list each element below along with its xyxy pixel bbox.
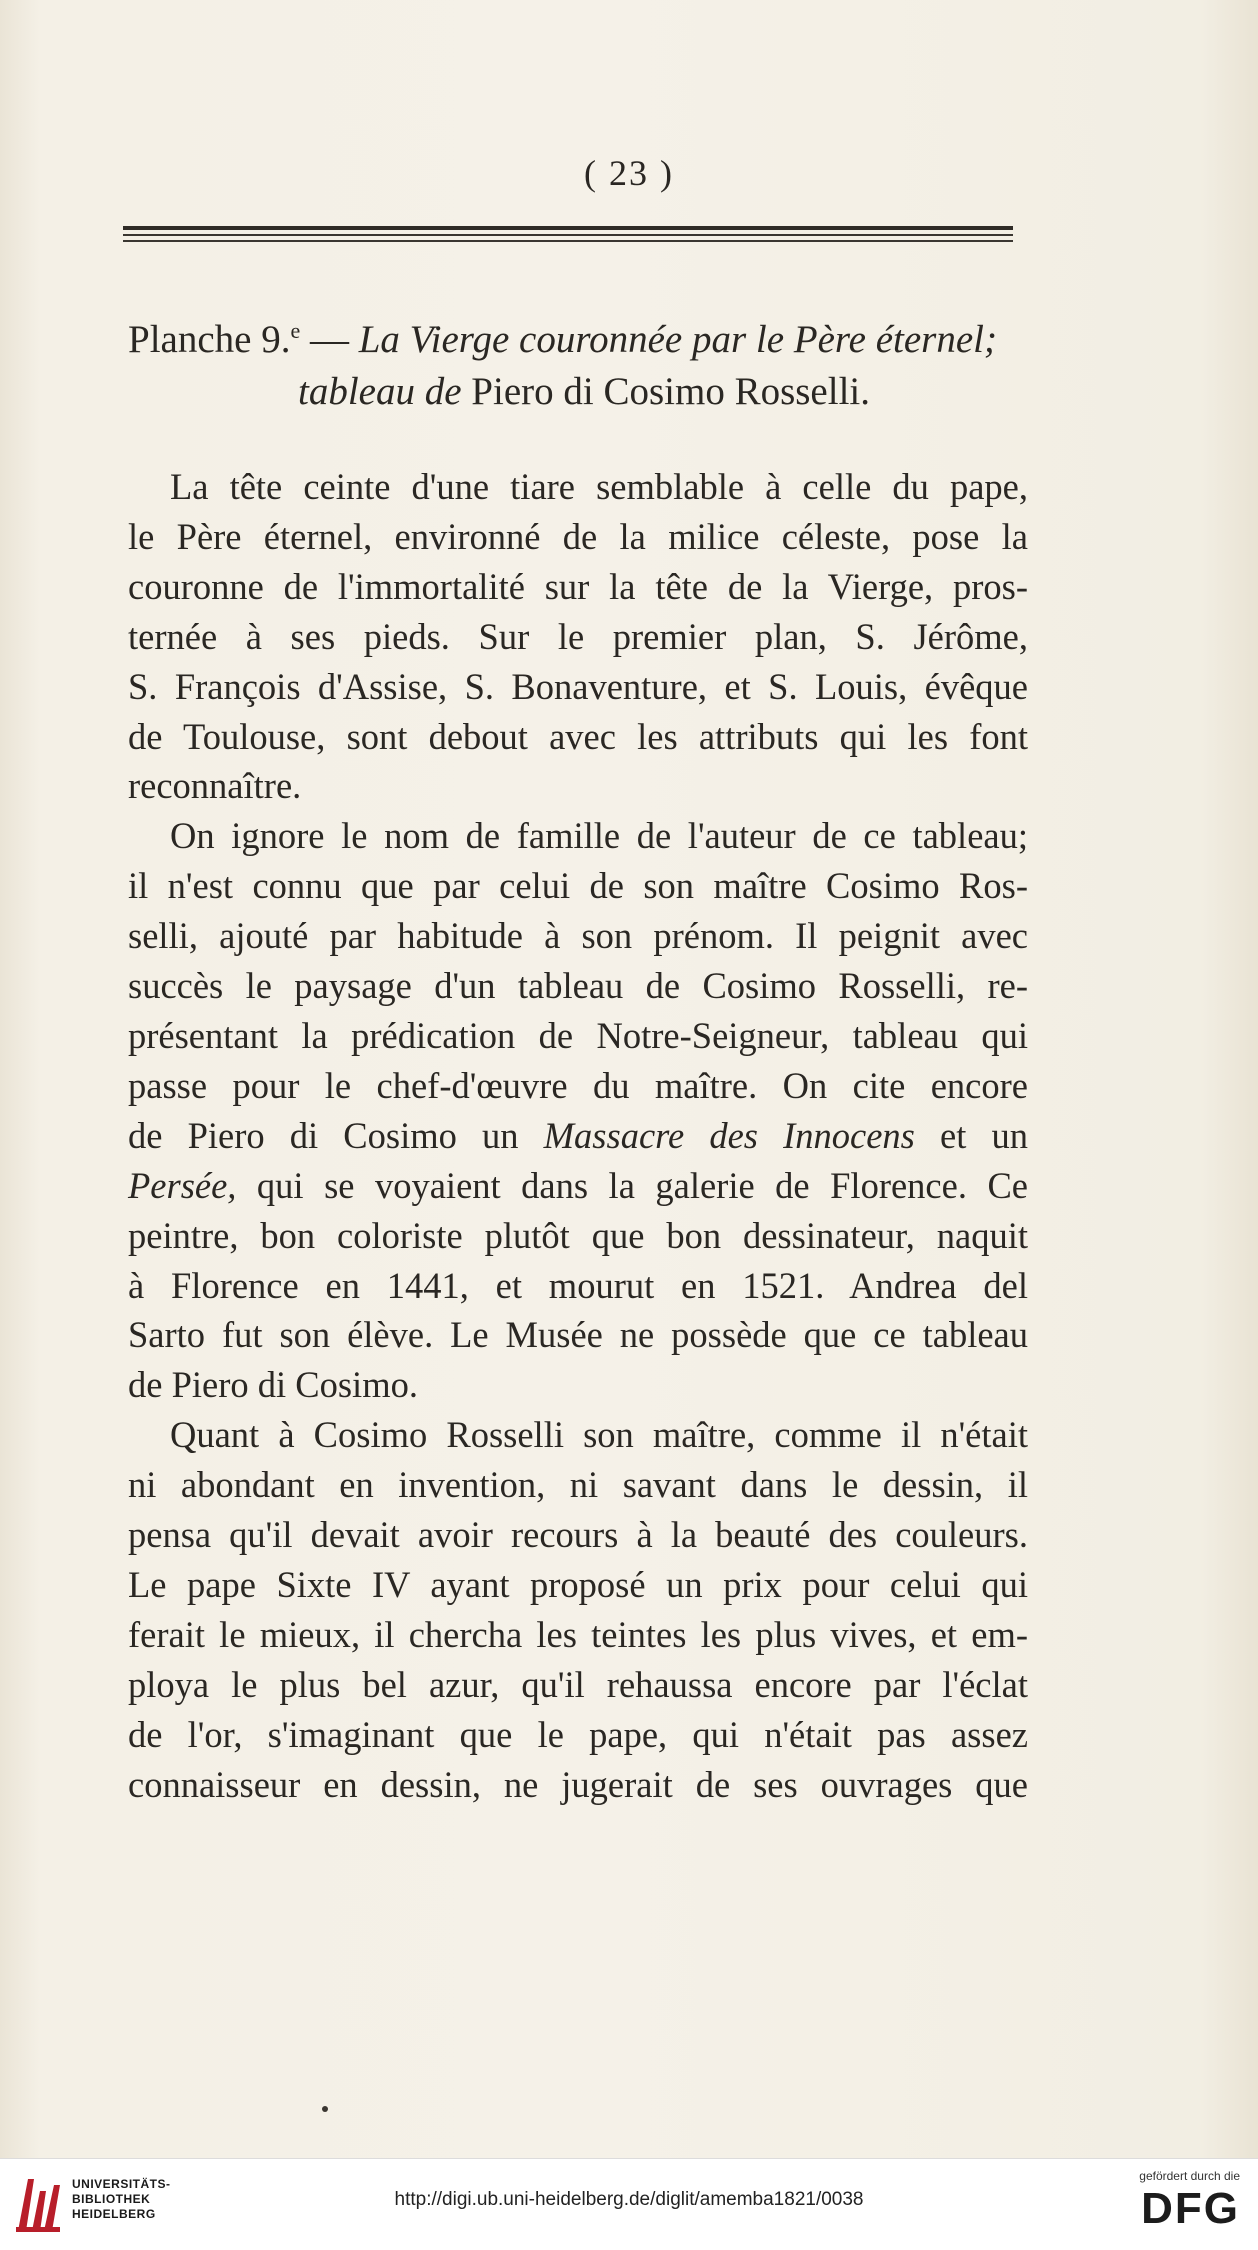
text-line: Le pape Sixte IV ayant proposé un prix pour celui qui xyxy=(128,1563,1028,1605)
text-line: reconnaître. xyxy=(128,765,302,807)
text-line: il n'est connu que par celui de son maître Cosimo Ros- xyxy=(128,865,1028,907)
text-line: de l'or, s'imaginant que le pape, qui n'était pas assez xyxy=(128,1713,1028,1755)
ink-dot xyxy=(322,2106,328,2112)
text-line: La tête ceinte d'une tiare semblable à celle du pape, xyxy=(170,466,1028,507)
permalink-url[interactable]: http://digi.ub.uni-heidelberg.de/diglit/amemba1821/0038 xyxy=(394,2189,864,2210)
text-line: S. François d'Assise, S. Bonaventure, et S. Louis, évêque xyxy=(128,665,1028,707)
heading-line-1: Planche 9.$^e$ — La Vierge couronnée par le Père éternel; xyxy=(128,318,997,361)
body-text xyxy=(128,462,1028,1809)
text-line: ferait le mieux, il chercha les teintes les plus vives, et em- xyxy=(128,1613,1028,1655)
text-line: ternée à ses pieds. Sur le premier plan, S. Jérôme, xyxy=(128,615,1028,657)
double-rule-divider xyxy=(123,226,1013,242)
text-line: connaisseur en dessin, ne jugerait de ses ouvrages que xyxy=(128,1763,1028,1805)
text-line: On ignore le nom de famille de l'auteur de ce tableau; xyxy=(170,815,1028,857)
text-line: ni abondant en invention, ni savant dans le dessin, il xyxy=(128,1464,1028,1506)
text-line: Persée, qui se voyaient dans la galerie de Florence. Ce xyxy=(128,1164,1028,1206)
text-line: le Père éternel, environné de la milice céleste, pose la xyxy=(128,515,1028,557)
dfg-logo: DFG xyxy=(1141,2184,1240,2233)
text-line: pensa qu'il devait avoir recours à la beauté des couleurs. xyxy=(128,1514,1028,1556)
text-line: ploya le plus bel azur, qu'il rehaussa encore par l'éclat xyxy=(128,1663,1028,1705)
text-line: succès le paysage d'un tableau de Cosimo Rosselli, re- xyxy=(128,965,1028,1007)
page-number: ( 23 ) xyxy=(584,153,674,193)
text-line: de Piero di Cosimo un Massacre des Innocens et un xyxy=(128,1114,1028,1156)
library-name: UNIVERSITÄTS- BIBLIOTHEK HEIDELBERG xyxy=(72,2177,171,2221)
text-line: passe pour le chef-d'œuvre du maître. On cite encore xyxy=(128,1064,1028,1106)
footer-bar xyxy=(0,2158,1258,2250)
text-line: Sarto fut son élève. Le Musée ne possède que ce tableau xyxy=(128,1314,1028,1356)
text-line: Quant à Cosimo Rosselli son maître, comme il n'était xyxy=(170,1414,1028,1456)
text-line: présentant la prédication de Notre-Seigneur, tableau qui xyxy=(128,1014,1028,1056)
heading-line-2: tableau de Piero di Cosimo Rosselli. xyxy=(298,370,870,413)
text-line: à Florence en 1441, et mourut en 1521. Andrea del xyxy=(128,1264,1028,1306)
text-line: de Toulouse, sont debout avec les attributs qui les font xyxy=(128,715,1028,757)
text-line: peintre, bon coloriste plutôt que bon dessinateur, naquit xyxy=(128,1214,1028,1256)
text-line: couronne de l'immortalité sur la tête de la Vierge, pros- xyxy=(128,565,1028,607)
text-line: de Piero di Cosimo. xyxy=(128,1364,418,1406)
dfg-funding: gefördert durch die DFG xyxy=(1110,2169,1240,2235)
plate-heading xyxy=(128,305,1040,418)
text-line: selli, ajouté par habitude à son prénom. Il peignit avec xyxy=(128,915,1028,957)
